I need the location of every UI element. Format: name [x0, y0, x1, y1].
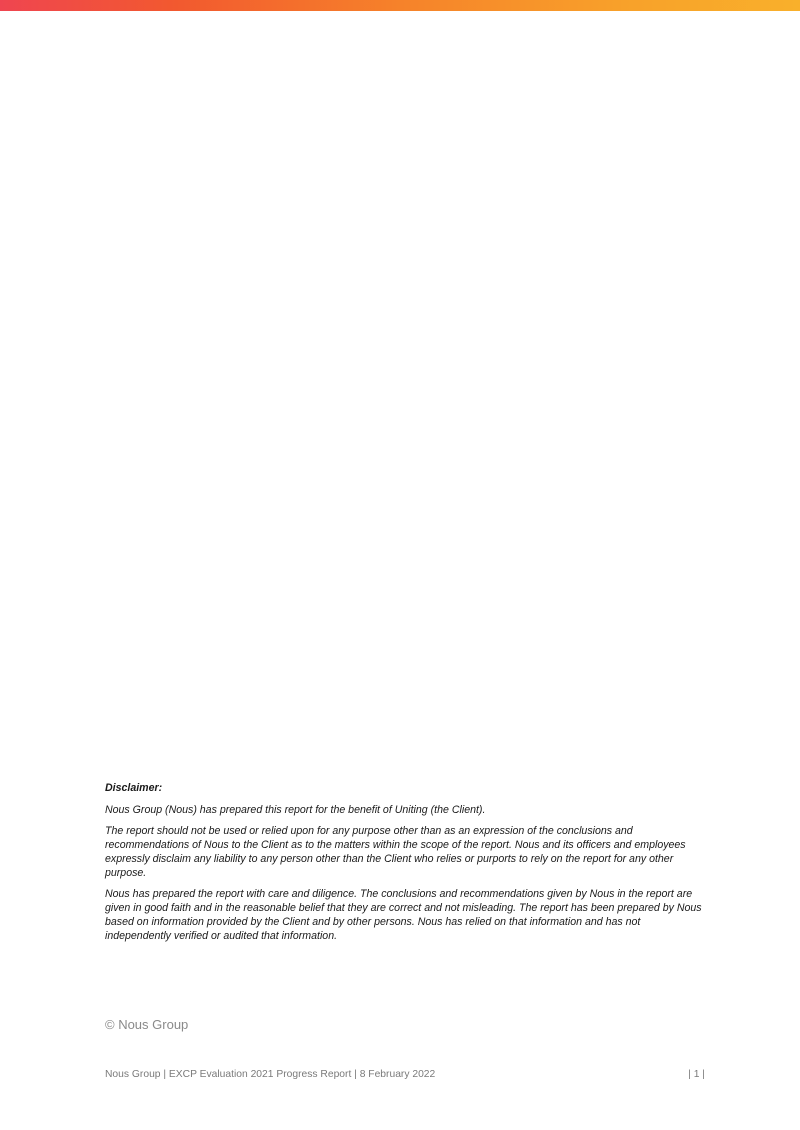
- footer-text: Nous Group | EXCP Evaluation 2021 Progress Report | 8 February 2022: [105, 1069, 436, 1080]
- disclaimer-block: [105, 781, 705, 950]
- disclaimer-paragraph-3: Nous has prepared the report with care and diligence. The conclusions and recommendations given by Nous in the report are given in good faith and in the reasonable belief that they are correct and not misleading. The report has been prepared by Nous based on information provided by the Client and by other persons. Nous has relied on that information and has not independently verified or audited that information.: [105, 888, 702, 942]
- disclaimer-heading: Disclaimer:: [105, 782, 163, 794]
- page-number: | 1 |: [688, 1069, 705, 1080]
- disclaimer-paragraph-2: The report should not be used or relied upon for any purpose other than as an expression of the conclusions and recommendations of Nous to the Client as to the matters within the scope of the report. Nous and its officers and employees expressly disclaim any liability to any person other than the Client who relies or purports to rely on the report for any other purpose.: [105, 825, 686, 879]
- disclaimer-paragraph-1: Nous Group (Nous) has prepared this report for the benefit of Uniting (the Client).: [105, 804, 486, 816]
- brand-gradient-bar: [0, 0, 800, 11]
- copyright-notice: © Nous Group: [105, 1017, 189, 1032]
